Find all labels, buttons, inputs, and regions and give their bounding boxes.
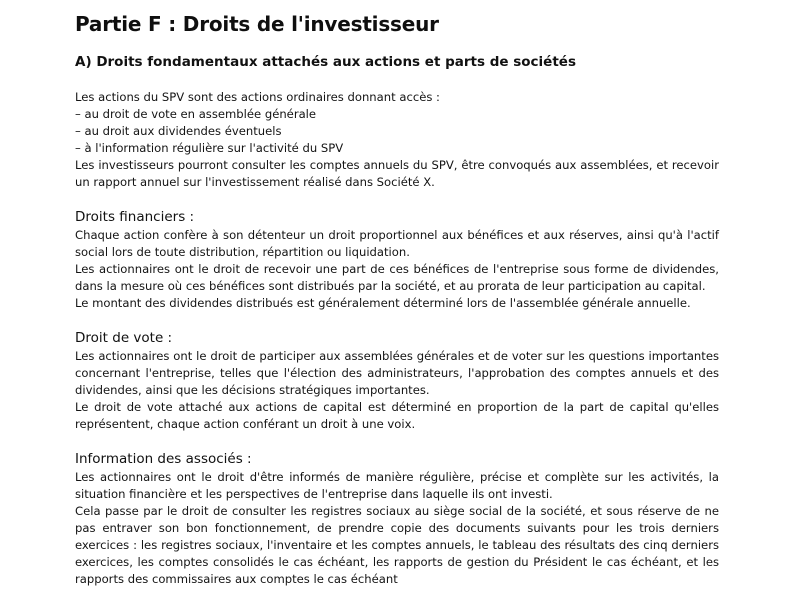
paragraph: Les actionnaires ont le droit de participer aux assemblées générales et de voter sur les questions importantes concernant l'entreprise, telles que l'élection des administrateurs, l'approbation des comptes annuels et des dividendes, ainsi que les décisions stratégiques importantes. (75, 349, 719, 397)
paragraph: Cela passe par le droit de consulter les registres sociaux au siège social de la société, et sous réserve de ne pas entraver son bon fonctionnement, de prendre copie des documents suivants pour les trois derniers exercices : les registres sociaux, l'inventaire et les comptes annuels, le tableau des résultats des cinq derniers exercices, les comptes consolidés le cas échéant, les rapports de gestion du Président le cas échéant, et les rapports des commissaires aux comptes le cas échéant (75, 504, 719, 586)
page-title: Partie F : Droits de l'investisseur (75, 12, 439, 36)
paragraph: Les actionnaires ont le droit d'être informés de manière régulière, précise et complète sur les activités, la situation financière et les perspectives de l'entreprise dans laquelle ils ont investi. (75, 470, 719, 501)
intro-line: Les actions du SPV sont des actions ordinaires donnant accès : (75, 90, 440, 104)
intro-bullet-vote: – au droit de vote en assemblée générale (75, 107, 317, 121)
intro-paragraph: Les investisseurs pourront consulter les comptes annuels du SPV, être convoqués aux assemblées, et recevoir un rapport annuel sur l'investissement réalisé dans Société X. (75, 158, 719, 189)
section-shareholder-information (75, 450, 719, 588)
section-voting-rights (75, 329, 719, 433)
section-heading: Droit de vote : (75, 330, 173, 346)
intro-bullet-information: – à l'information régulière sur l'activité du SPV (75, 141, 344, 155)
section-financial-rights (75, 208, 719, 312)
paragraph: Les actionnaires ont le droit de recevoir une part de ces bénéfices de l'entreprise sous forme de dividendes, dans la mesure où ces bénéfices sont distribués par la société, et au prorata de leur participation au capital. (75, 262, 719, 293)
intro-bullet-dividends: – au droit aux dividendes éventuels (75, 124, 282, 138)
paragraph: Chaque action confère à son détenteur un droit proportionnel aux bénéfices et aux réserves, ainsi qu'à l'actif social lors de toute distribution, répartition ou liquidation. (75, 228, 719, 259)
intro-block (75, 89, 719, 191)
section-a-title: A) Droits fondamentaux attachés aux actions et parts de sociétés (75, 54, 576, 70)
document-page (75, 10, 719, 588)
section-heading: Droits financiers : (75, 209, 195, 225)
section-heading: Information des associés : (75, 451, 252, 467)
paragraph: Le montant des dividendes distribués est généralement déterminé lors de l'assemblée générale annuelle. (75, 296, 691, 310)
paragraph: Le droit de vote attaché aux actions de capital est déterminé en proportion de la part de capital qu'elles représentent, chaque action conférant un droit à une voix. (75, 400, 719, 431)
